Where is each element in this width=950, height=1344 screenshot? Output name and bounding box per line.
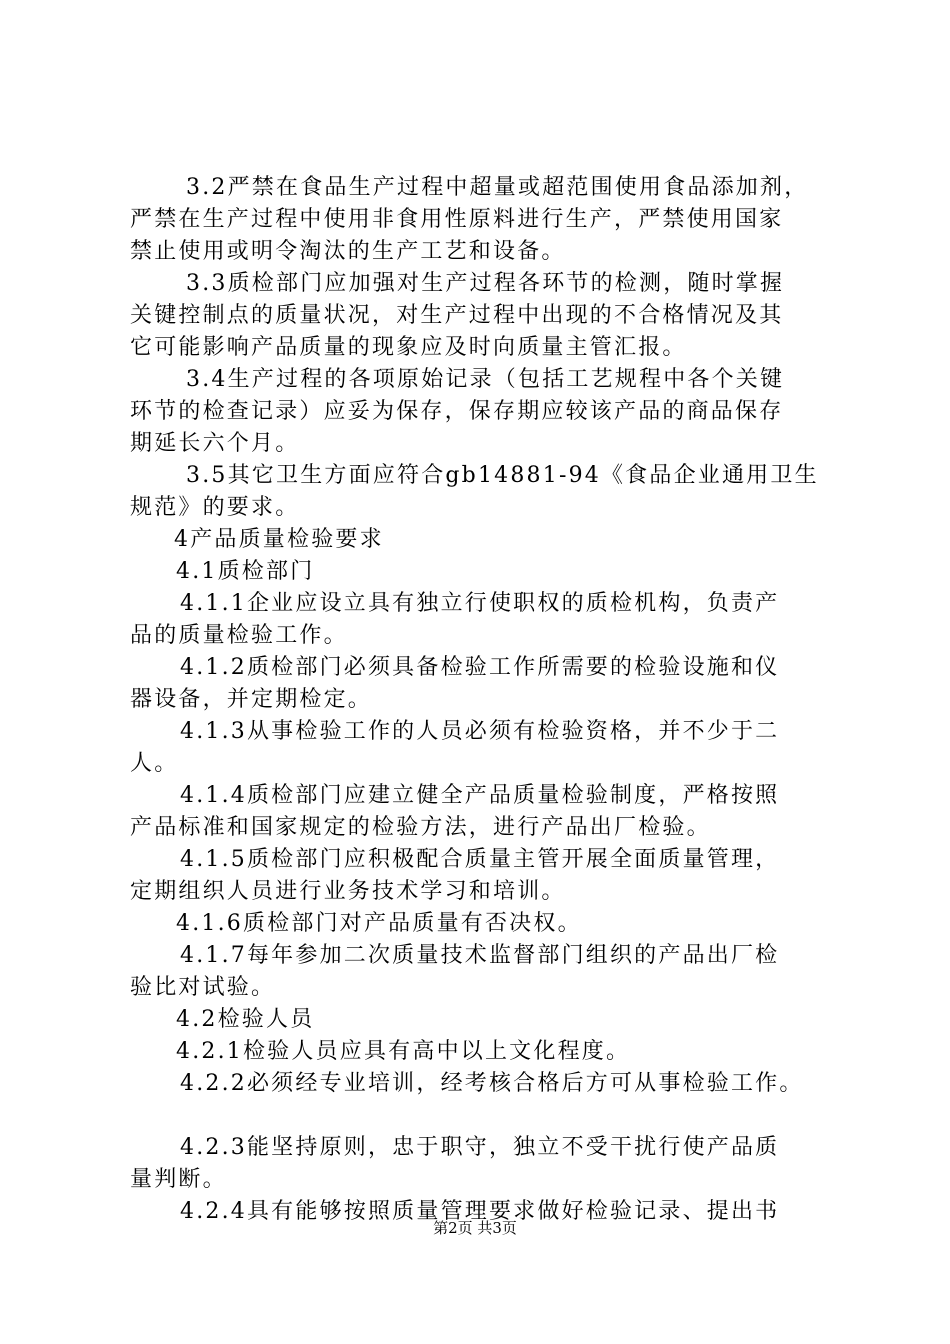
text-line: 3.3质检部门应加强对生产过程各环节的检测，随时掌握 — [186, 271, 785, 296]
text-line: 4.1.6质检部门对产品质量有否决权。 — [176, 911, 582, 936]
text-line: 严禁在生产过程中使用非食用性原料进行生产，严禁使用国家 — [130, 207, 784, 232]
text-line: 定期组织人员进行业务技术学习和培训。 — [130, 879, 566, 904]
text-line: 3.4生产过程的各项原始记录（包括工艺规程中各个关键 — [186, 367, 785, 392]
text-line: 验比对试验。 — [130, 975, 276, 1000]
text-line: 器设备，并定期检定。 — [130, 687, 373, 712]
text-line: 4.2.4具有能够按照质量管理要求做好检验记录、提出书 — [180, 1199, 780, 1224]
text-line: 它可能影响产品质量的现象应及时向质量主管汇报。 — [130, 335, 687, 360]
text-line: 品的质量检验工作。 — [130, 623, 348, 648]
text-line: 关键控制点的质量状况，对生产过程中出现的不合格情况及其 — [130, 303, 784, 328]
text-line: 3.2严禁在食品生产过程中超量或超范围使用食品添加剂， — [186, 175, 809, 200]
subsection-heading: 4.2检验人员 — [176, 1007, 315, 1032]
text-line: 量判断。 — [130, 1167, 227, 1192]
text-line: 4.1.5质检部门应积极配合质量主管开展全面质量管理， — [180, 847, 780, 872]
section-heading: 4产品质量检验要求 — [174, 527, 384, 552]
text-line: 规范》的要求。 — [130, 495, 300, 520]
text-line: 4.1.7每年参加二次质量技术监督部门组织的产品出厂检 — [180, 943, 780, 968]
text-line: 4.1.3从事检验工作的人员必须有检验资格，并不少于二 — [180, 719, 780, 744]
text-line: 4.1.1企业应设立具有独立行使职权的质检机构，负责产 — [180, 591, 780, 616]
text-line: 4.1.2质检部门必须具备检验工作所需要的检验设施和仪 — [180, 655, 780, 680]
text-line: 4.2.3能坚持原则，忠于职守，独立不受干扰行使产品质 — [180, 1135, 780, 1160]
text-line: 产品标准和国家规定的检验方法，进行产品出厂检验。 — [130, 815, 711, 840]
text-line: 4.2.1检验人员应具有高中以上文化程度。 — [176, 1039, 631, 1064]
text-line: 3.5其它卫生方面应符合gb14881-94《食品企业通用卫生 — [186, 463, 819, 488]
text-line: 环节的检查记录）应妥为保存，保存期应较该产品的商品保存 — [130, 399, 784, 424]
page-number-footer: 第2页 共3页 — [433, 1219, 517, 1237]
subsection-heading: 4.1质检部门 — [176, 559, 315, 584]
text-line: 期延长六个月。 — [130, 431, 300, 456]
text-line: 4.1.4质检部门应建立健全产品质量检验制度，严格按照 — [180, 783, 780, 808]
text-line: 禁止使用或明令淘汰的生产工艺和设备。 — [130, 239, 566, 264]
text-line: 人。 — [130, 751, 179, 776]
text-line: 4.2.2必须经专业培训，经考核合格后方可从事检验工作。 — [180, 1071, 804, 1096]
